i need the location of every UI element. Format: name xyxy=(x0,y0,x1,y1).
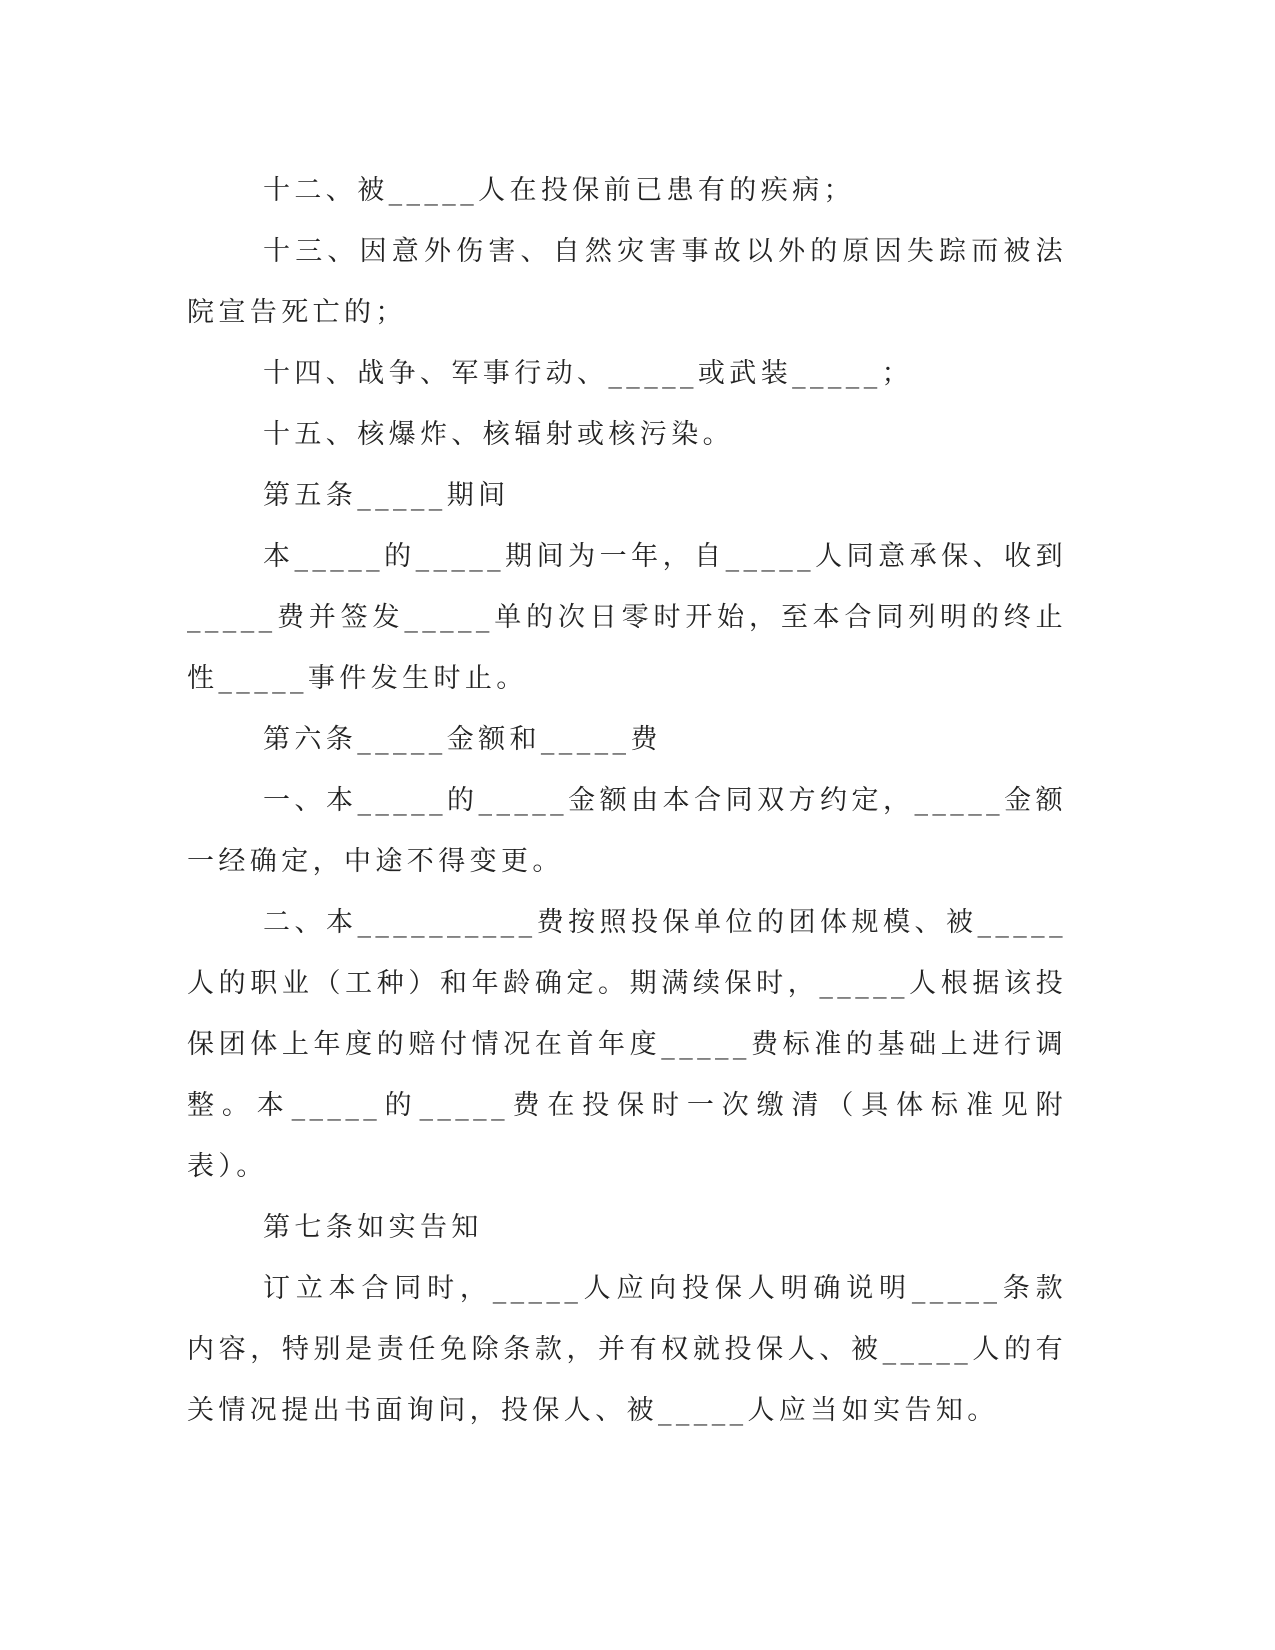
clause-15: 十五、核爆炸、核辐射或核污染。 xyxy=(263,419,734,450)
clause-14: 十四、战争、军事行动、_____或武装_____； xyxy=(263,358,913,389)
article-6-item-2: 二、本__________费按照投保单位的团体规模、被_____人的职业（工种）和年龄确定。期满续保时，_____人根据该投保团体上年度的赔付情况在首年度_____费标准的基础上进行调整。本_____的_____费在投保时一次缴清（具体标准见附表）。 xyxy=(187,907,1067,1182)
article-7-body: 订立本合同时，_____人应向投保人明确说明_____条款内容，特别是责任免除条款，并有权就投保人、被_____人的有关情况提出书面询问，投保人、被_____人应当如实告知。 xyxy=(187,1273,1067,1426)
clause-12: 十二、被_____人在投保前已患有的疾病； xyxy=(263,175,855,206)
document-body xyxy=(187,160,1067,1441)
article-6-item-1: 一、本_____的_____金额由本合同双方约定，_____金额一经确定，中途不得变更。 xyxy=(187,785,1067,877)
clause-13: 十三、因意外伤害、自然灾害事故以外的原因失踪而被法院宣告死亡的； xyxy=(187,236,1067,328)
article-6-heading: 第六条_____金额和_____费 xyxy=(263,724,662,755)
article-7-heading: 第七条如实告知 xyxy=(263,1212,483,1243)
article-5-body: 本_____的_____期间为一年，自_____人同意承保、收到_____费并签发_____单的次日零时开始，至本合同列明的终止性_____事件发生时止。 xyxy=(187,541,1067,694)
article-5-heading: 第五条_____期间 xyxy=(263,480,510,511)
